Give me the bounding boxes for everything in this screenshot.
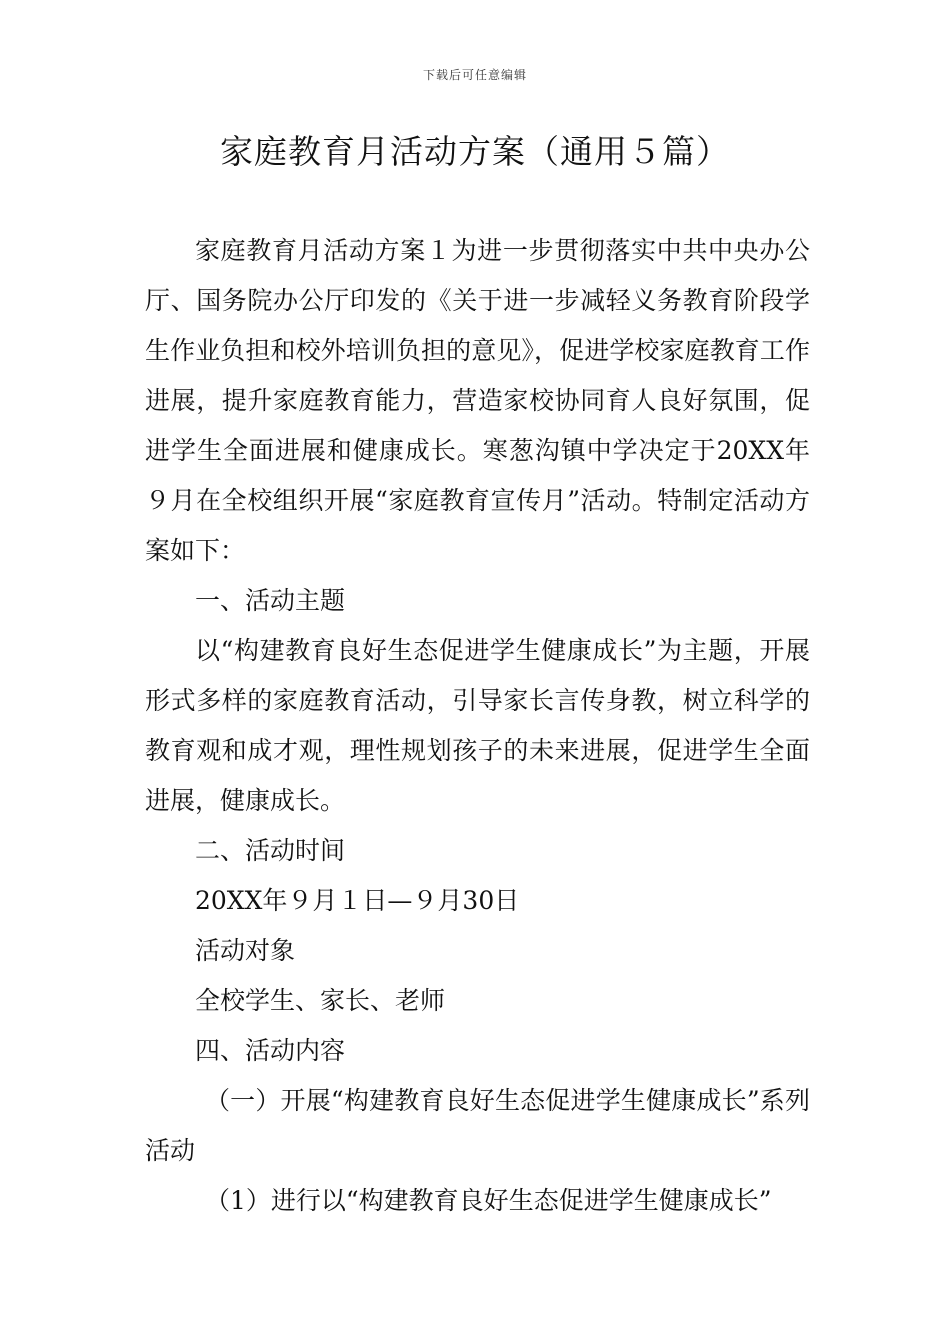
section-heading-content: 四、活动内容 (195, 1036, 346, 1065)
header-note: 下载后可任意编辑 (422, 68, 527, 82)
intro-paragraph: 家庭教育月活动方案１为进一步贯彻落实中共中央办公厅、国务院办公厅印发的《关于进一步减轻义务教育阶段学生作业负担和校外培训负担的意见》，促进学校家庭教育工作进展，提升家庭教育能力，营造家校协同育人良好氛围，促进学生全面进展和健康成长。寒葱沟镇中学决定于20XX年９月在全校组织开展“家庭教育宣传月”活动。特制定活动方案如下： (145, 236, 810, 565)
section-heading-target: 活动对象 (195, 936, 296, 965)
time-paragraph: 20XX年９月１日—９月30日 (195, 886, 520, 915)
target-paragraph: 全校学生、家长、老师 (195, 986, 446, 1015)
document-body (145, 226, 810, 1226)
subsection-heading-series: （一）开展“构建教育良好生态促进学生健康成长”系列活动 (145, 1086, 810, 1165)
section-heading-time: 二、活动时间 (195, 836, 346, 865)
section-heading-theme: 一、活动主题 (195, 586, 346, 615)
theme-paragraph: 以“构建教育良好生态促进学生健康成长”为主题，开展形式多样的家庭教育活动，引导家长言传身教，树立科学的教育观和成才观，理性规划孩子的未来进展，促进学生全面进展，健康成长。 (145, 636, 810, 815)
item-paragraph: （1）进行以“构建教育良好生态促进学生健康成长” (205, 1186, 772, 1215)
document-title: 家庭教育月活动方案（通用５篇） (220, 132, 730, 171)
